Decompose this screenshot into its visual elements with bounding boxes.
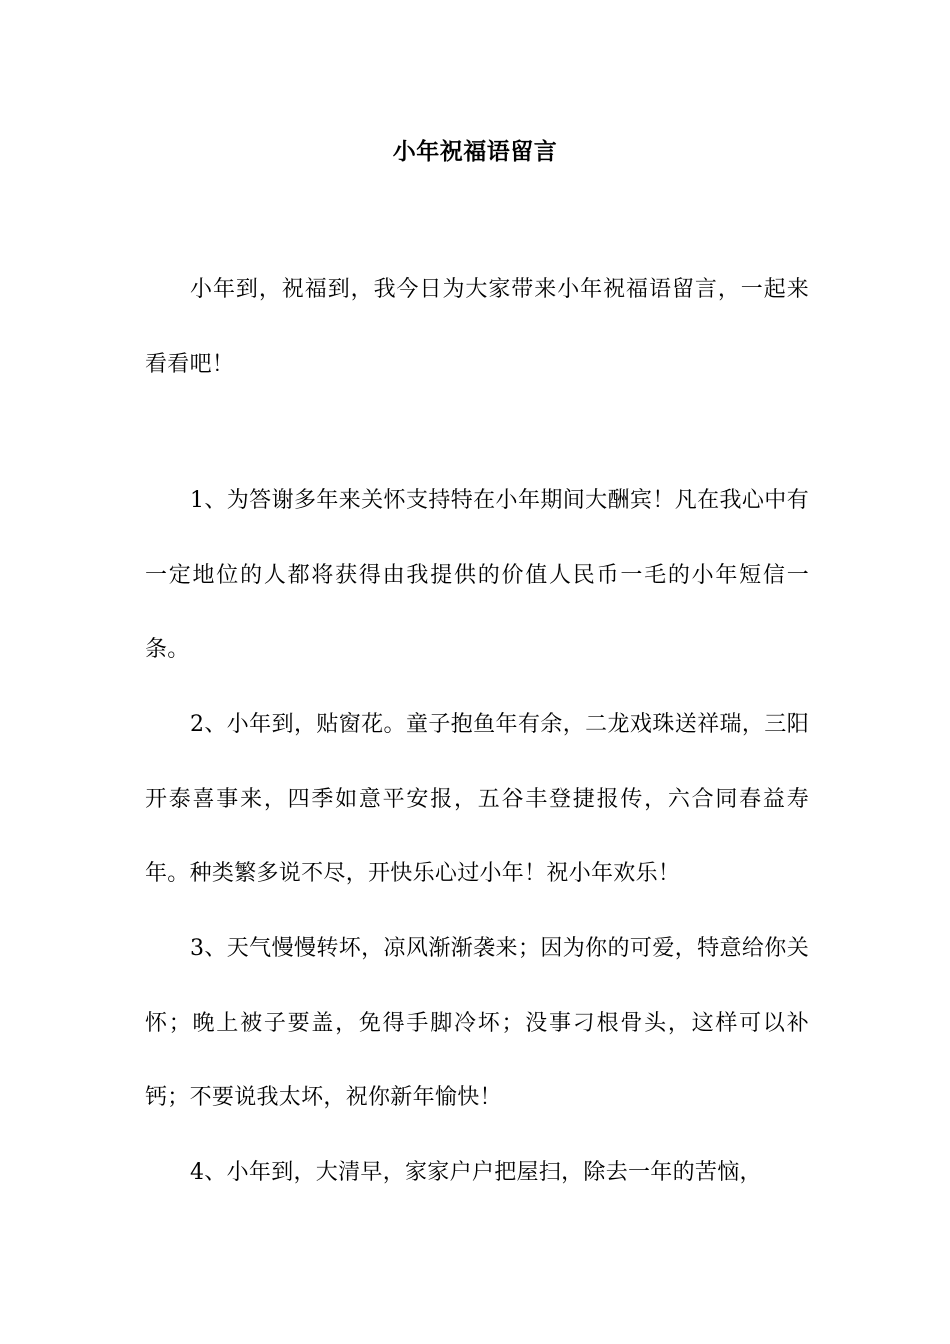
intro-paragraph: 小年到，祝福到，我今日为大家带来小年祝福语留言，一起来看看吧！ bbox=[145, 277, 809, 377]
paragraph-item-3: 3、天气慢慢转坏，凉风渐渐袭来；因为你的可爱，特意给你关怀；晚上被子要盖，免得手脚冷坏；没事刁根骨头，这样可以补钙；不要说我太坏，祝你新年愉快！ bbox=[145, 936, 809, 1110]
paragraph-item-2: 2、小年到，贴窗花。童子抱鱼年有余，二龙戏珠送祥瑞，三阳开泰喜事来，四季如意平安报，五谷丰登捷报传，六合同春益寿年。种类繁多说不尽，开快乐心过小年！祝小年欢乐！ bbox=[145, 712, 809, 886]
paragraph-item-4: 4、小年到，大清早，家家户户把屋扫，除去一年的苦恼， bbox=[190, 1160, 762, 1185]
document-title: 小年祝福语留言 bbox=[392, 138, 558, 165]
paragraph-item-1: 1、为答谢多年来关怀支持特在小年期间大酬宾！凡在我心中有一定地位的人都将获得由我提供的价值人民币一毛的小年短信一条。 bbox=[145, 488, 809, 662]
